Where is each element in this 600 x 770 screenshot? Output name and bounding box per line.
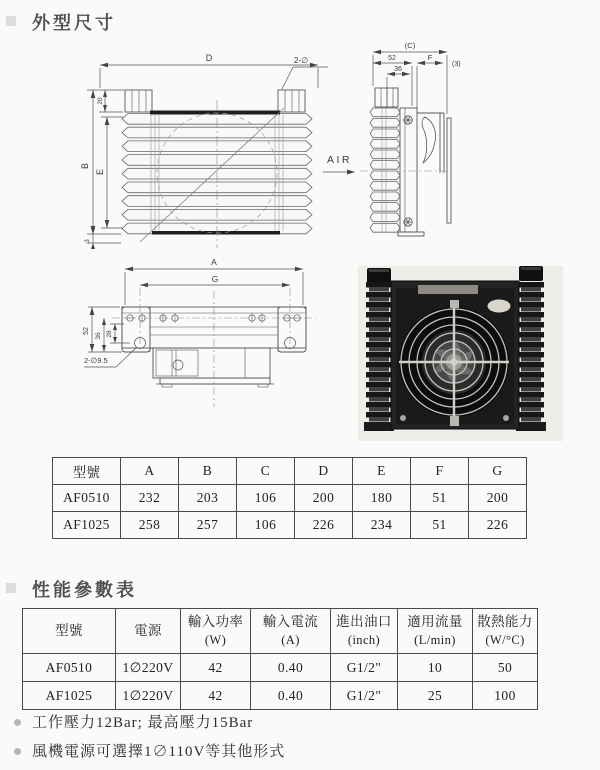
value-cell: 1∅220V (116, 654, 181, 682)
value-cell: 51 (411, 485, 469, 512)
note-fan-power: 風機電源可選擇1∅110V等其他形式 (32, 744, 286, 760)
value-cell: 0.40 (251, 654, 331, 682)
dim-label-52: 52 (388, 55, 396, 62)
table-row (53, 512, 527, 539)
col-header: G (469, 458, 527, 485)
col-header: B (179, 458, 237, 485)
col-header: E (353, 458, 411, 485)
col-header: 散熱能力 (W/°C) (473, 609, 538, 654)
dim-label-52: 52 (83, 327, 90, 335)
table-header-row (53, 458, 527, 485)
dim-label-A: A (211, 257, 217, 267)
col-header: F (411, 458, 469, 485)
front-structure (125, 90, 305, 112)
top-hole-symbols (125, 313, 302, 349)
dim-label-F: F (427, 53, 433, 62)
col-header: 型號 (53, 458, 121, 485)
value-cell: 25 (398, 682, 473, 710)
value-cell: 200 (469, 485, 527, 512)
dim-label-B: B (80, 162, 90, 170)
value-cell: 42 (181, 654, 251, 682)
model-cell: AF0510 (23, 654, 116, 682)
value-cell: 51 (411, 512, 469, 539)
col-header: 輸入電流 (A) (251, 609, 331, 654)
product-photo (358, 266, 563, 441)
side-fins (370, 108, 400, 232)
value-cell: G1/2" (331, 654, 398, 682)
value-cell: 200 (295, 485, 353, 512)
top-view-drawing (58, 255, 348, 425)
table-row (53, 485, 527, 512)
model-cell: AF0510 (53, 485, 121, 512)
dim-label-E: E (95, 168, 105, 176)
performance-table (22, 608, 538, 710)
air-label: AIR (327, 154, 353, 166)
dimension-table (52, 457, 527, 539)
value-cell: 1∅220V (116, 682, 181, 710)
section2-title: 性能參數表 (32, 580, 137, 600)
front-view-drawing (78, 42, 348, 262)
dim-label-C: (C) (404, 41, 416, 50)
col-header: A (121, 458, 179, 485)
table-row (23, 654, 538, 682)
col-header: C (237, 458, 295, 485)
table-header-row (23, 609, 538, 654)
dim-label-36: 36 (95, 332, 102, 340)
value-cell: 50 (473, 654, 538, 682)
page-title: 外型尺寸 (32, 13, 116, 33)
dim-label-hole: 2-∅ (294, 56, 309, 65)
value-cell: 106 (237, 512, 295, 539)
section-bullet (6, 16, 16, 26)
table-row (23, 682, 538, 710)
value-cell: 226 (469, 512, 527, 539)
dim-label-36: 36 (394, 66, 402, 73)
value-cell: G1/2" (331, 682, 398, 710)
value-cell: 203 (179, 485, 237, 512)
value-cell: 106 (237, 485, 295, 512)
value-cell: 234 (353, 512, 411, 539)
dim-label-20: 20 (97, 97, 104, 105)
dim-label-28: 28 (106, 330, 113, 338)
value-cell: 10 (398, 654, 473, 682)
col-header: 進出油口 (inch) (331, 609, 398, 654)
model-cell: AF1025 (53, 512, 121, 539)
value-cell: 232 (121, 485, 179, 512)
value-cell: 42 (181, 682, 251, 710)
col-header: 輸入功率 (W) (181, 609, 251, 654)
col-header: 適用流量 (L/min) (398, 609, 473, 654)
section-bullet (6, 583, 16, 593)
note-pressure: 工作壓力12Bar; 最高壓力15Bar (32, 715, 254, 731)
dim-label-G: G (211, 274, 219, 284)
side-view-drawing (315, 30, 505, 265)
model-cell: AF1025 (23, 682, 116, 710)
dim-label-hole95: 2-∅9.5 (84, 356, 108, 365)
col-header: 型號 (23, 609, 116, 654)
value-cell: 100 (473, 682, 538, 710)
value-cell: 226 (295, 512, 353, 539)
value-cell: 257 (179, 512, 237, 539)
dim-label-3: 3 (84, 239, 91, 243)
value-cell: 258 (121, 512, 179, 539)
dim-label-D: D (205, 53, 213, 63)
col-header: D (295, 458, 353, 485)
note-bullet (14, 748, 21, 755)
value-cell: 180 (353, 485, 411, 512)
col-header: 電源 (116, 609, 181, 654)
value-cell: 0.40 (251, 682, 331, 710)
dim-label-3p: (3) (452, 61, 461, 68)
note-bullet (14, 719, 21, 726)
